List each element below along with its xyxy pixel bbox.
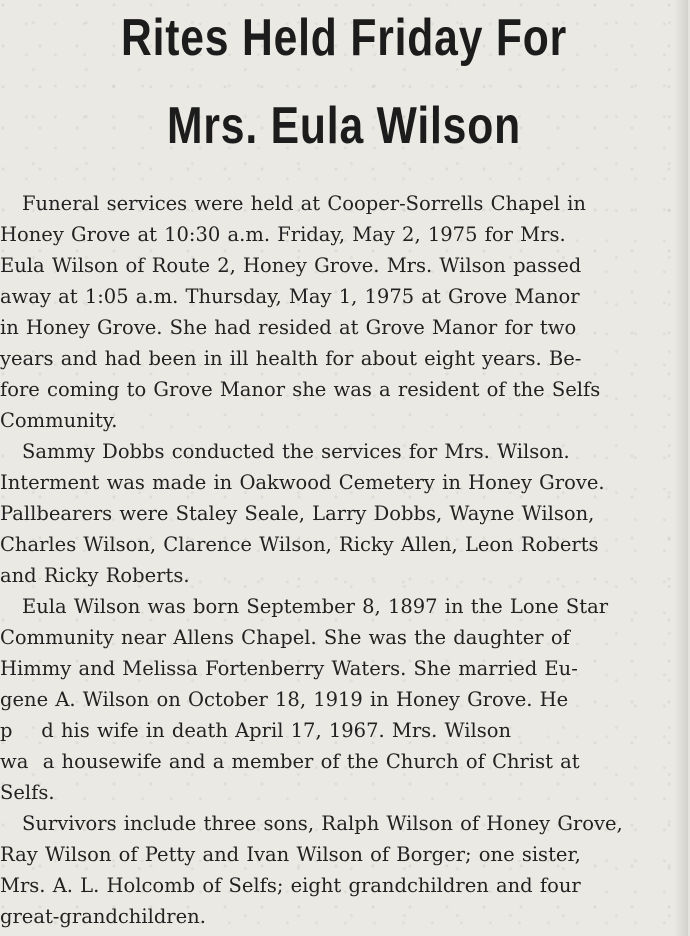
article-line: Charles Wilson, Clarence Wilson, Ricky Allen, Leon Roberts	[0, 533, 599, 556]
article-line: years and had been in ill health for about eight years. Be-	[0, 347, 582, 370]
article-line: p d his wife in death April 17, 1967. Mrs. Wilson	[0, 719, 512, 742]
article-line: Interment was made in Oakwood Cemetery in Honey Grove.	[0, 471, 605, 494]
article-line: fore coming to Grove Manor she was a resident of the Selfs	[0, 378, 601, 401]
article-line: Funeral services were held at Cooper-Sorrells Chapel in	[22, 192, 586, 215]
article-line: in Honey Grove. She had resided at Grove Manor for two	[0, 316, 577, 339]
article-line: and Ricky Roberts.	[0, 564, 190, 587]
article-line: Ray Wilson of Petty and Ivan Wilson of Borger; one sister,	[0, 843, 581, 866]
headline-line-2: Mrs. Eula Wilson	[167, 97, 521, 155]
article-line: Mrs. A. L. Holcomb of Selfs; eight grandchildren and four	[0, 874, 581, 897]
article-line: Pallbearers were Staley Seale, Larry Dobbs, Wayne Wilson,	[0, 502, 595, 525]
article-line: Selfs.	[0, 781, 55, 804]
article-line: gene A. Wilson on October 18, 1919 in Honey Grove. He	[0, 688, 569, 711]
headline-line-1: Rites Held Friday For	[120, 9, 568, 67]
article-line: Eula Wilson was born September 8, 1897 in the Lone Star	[22, 595, 609, 618]
article-body	[0, 188, 690, 928]
article-line: Sammy Dobbs conducted the services for Mrs. Wilson.	[22, 440, 570, 463]
article-line: Community near Allens Chapel. She was the daughter of	[0, 626, 570, 649]
article-line: wa a housewife and a member of the Church of Christ at	[0, 750, 580, 773]
article-line: Eula Wilson of Route 2, Honey Grove. Mrs. Wilson passed	[0, 254, 582, 277]
article-line: Survivors include three sons, Ralph Wilson of Honey Grove,	[22, 812, 623, 835]
article-line: away at 1:05 a.m. Thursday, May 1, 1975 at Grove Manor	[0, 285, 580, 308]
article-line: Himmy and Melissa Fortenberry Waters. She married Eu-	[0, 657, 578, 680]
article-line: Honey Grove at 10:30 a.m. Friday, May 2, 1975 for Mrs.	[0, 223, 566, 246]
article-line-cutoff: great-grandchildren.	[0, 905, 206, 928]
article-line: Community.	[0, 409, 118, 432]
